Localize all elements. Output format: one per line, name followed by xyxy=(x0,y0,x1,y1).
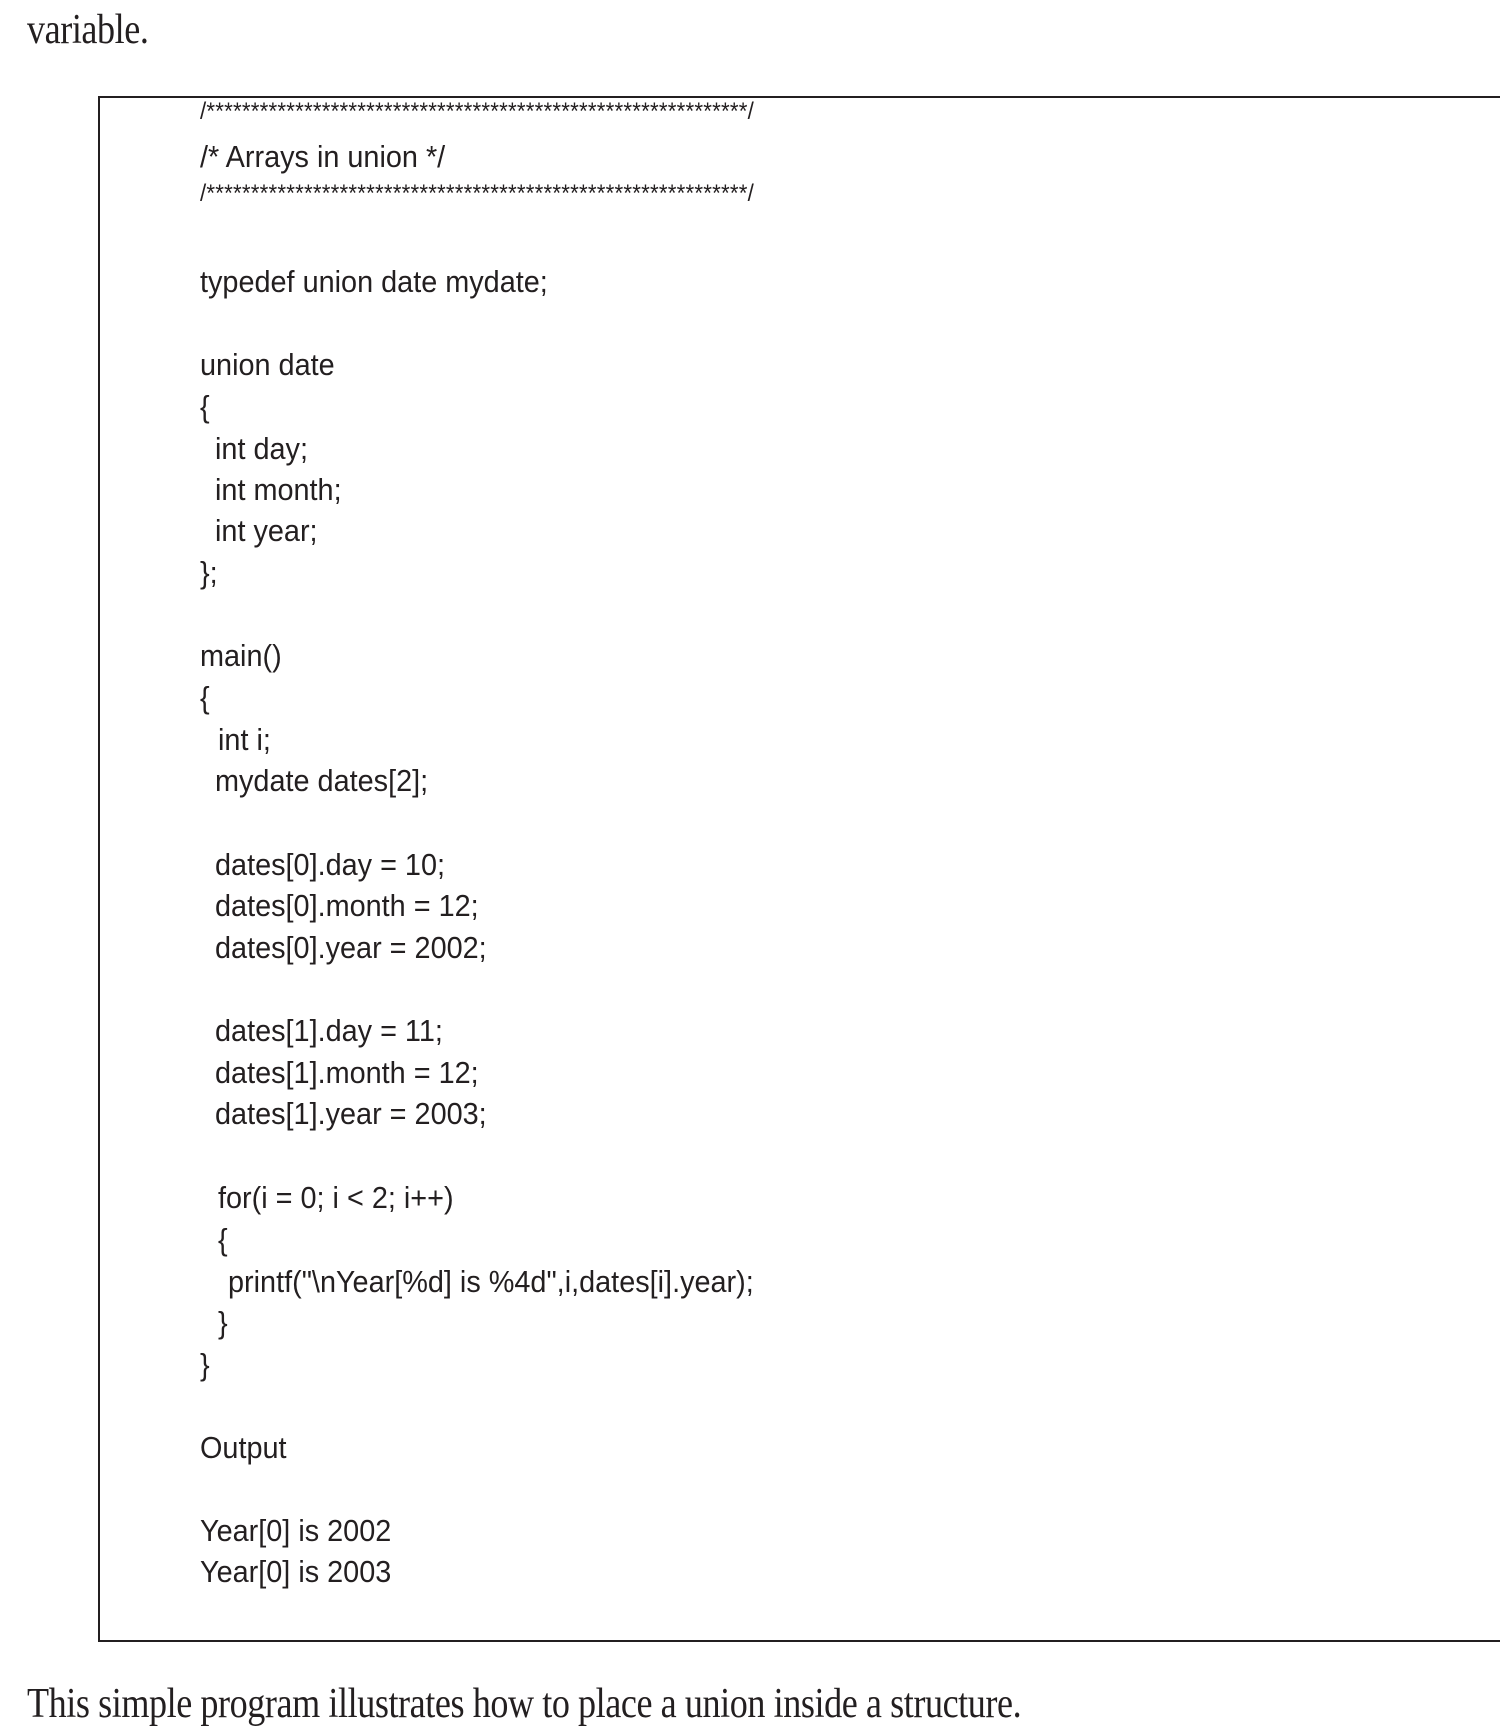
code-line-assign: dates[0].day = 10; xyxy=(215,847,446,882)
code-line-member-month: int month; xyxy=(215,472,342,507)
comment-banner-bottom: /*************************************************************/ xyxy=(200,180,754,207)
code-line-brace-open: { xyxy=(200,389,210,424)
code-line-printf: printf("\nYear[%d] is %4d",i,dates[i].year); xyxy=(228,1264,754,1299)
output-heading: Output xyxy=(200,1430,287,1465)
code-line-for-brace-close: } xyxy=(218,1305,228,1340)
code-line-int-i: int i; xyxy=(218,722,271,757)
output-line: Year[0] is 2002 xyxy=(200,1513,392,1548)
code-line-assign: dates[1].day = 11; xyxy=(215,1013,443,1048)
code-line-member-day: int day; xyxy=(215,431,308,466)
comment-banner-top: /*************************************************************/ xyxy=(200,98,754,125)
code-line-for-loop: for(i = 0; i < 2; i++) xyxy=(218,1180,454,1215)
code-line-assign: dates[0].year = 2002; xyxy=(215,930,487,965)
code-line-dates-decl: mydate dates[2]; xyxy=(215,763,429,798)
code-line-assign: dates[1].month = 12; xyxy=(215,1055,479,1090)
code-line-union-decl: union date xyxy=(200,347,335,382)
comment-title: /* Arrays in union */ xyxy=(200,139,446,174)
output-line: Year[0] is 2003 xyxy=(200,1554,392,1589)
code-line-main-brace-close: } xyxy=(200,1347,210,1382)
prose-paragraph-top: variable. xyxy=(27,7,149,53)
code-line-member-year: int year; xyxy=(215,513,318,548)
code-line-main-brace-open: { xyxy=(200,680,210,715)
code-line-brace-close: }; xyxy=(200,555,218,590)
code-line-assign: dates[1].year = 2003; xyxy=(215,1096,487,1131)
code-line-typedef: typedef union date mydate; xyxy=(200,264,548,299)
prose-paragraph-bottom: This simple program illustrates how to place a union inside a structure. xyxy=(27,1681,1022,1727)
code-line-assign: dates[0].month = 12; xyxy=(215,888,479,923)
code-line-main: main() xyxy=(200,638,282,673)
code-line-for-brace-open: { xyxy=(218,1222,228,1257)
